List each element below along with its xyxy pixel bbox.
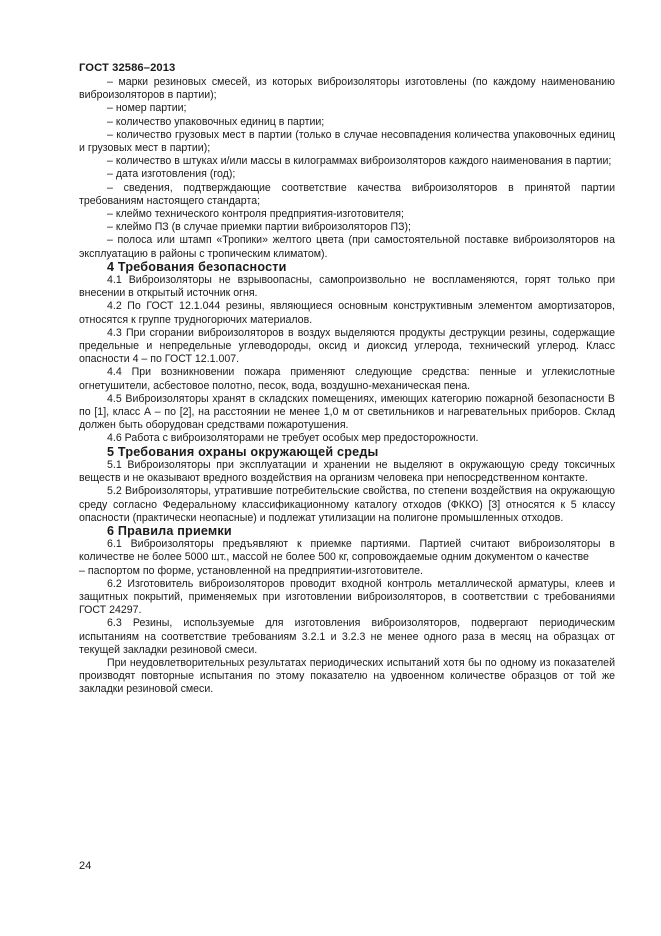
- section-5-body: [79, 459, 615, 525]
- paragraph: 6.3 Резины, используемые для изготовления виброизоляторов, подвергают периодическим испытаниям на соответствие требованиям 3.2.1 и 3.2.3 не менее одного раза в месяц на образцах от текущей закладки резиновой смеси.: [79, 617, 615, 656]
- paragraph: 4.2 По ГОСТ 12.1.044 резины, являющиеся основным конструктивным элементом амортизаторов, относятся к группе трудногорючих материалов.: [79, 300, 615, 326]
- list-item: – клеймо технического контроля предприятия-изготовителя;: [107, 208, 404, 221]
- page-number: 24: [79, 860, 92, 872]
- list-item: – дата изготовления (год);: [107, 168, 236, 181]
- paragraph: 5.1 Виброизоляторы при эксплуатации и хранении не выделяют в окружающую среду токсичных веществ и не оказывают вредного воздействия на организм человека при непосредственном контакте.: [79, 458, 615, 485]
- paragraph: 6.1 Виброизоляторы предъявляют к приемке партиями. Партией считают виброизоляторы в количестве не более 5000 шт., массой не более 500 кг, сопровождаемые одним документом о качестве: [79, 538, 615, 564]
- list-item: – полоса или штамп «Тропики» желтого цвета (при самостоятельной поставке виброизоляторов на эксплуатацию в районы с тропическим климатом).: [79, 234, 615, 260]
- standard-header: ГОСТ 32586–2013: [79, 62, 176, 74]
- paragraph: 4.3 При сгорании виброизоляторов в воздух выделяются продукты деструкции резины, содержащие предельные и непредельные углеводороды, оксид и диоксид углерода, технический углерод. Класс опасности 4 – по ГОСТ 12.1.007.: [79, 326, 615, 366]
- list-item: – марки резиновых смесей, из которых виброизоляторы изготовлены (по каждому наименованию виброизоляторов в партии);: [79, 76, 615, 102]
- section-4-body: [79, 274, 615, 446]
- list-item: – количество грузовых мест в партии (только в случае несовпадения количества упаковочных единиц и грузовых мест в партии);: [79, 128, 615, 155]
- list-item: – клеймо ПЗ (в случае приемки партии виброизоляторов ПЗ);: [107, 221, 412, 234]
- paragraph: При неудовлетворительных результатах периодических испытаний хотя бы по одному из показателей производят повторные испытания по этому показателю на удвоенном количестве образцов от той же закладки резиновой смеси.: [79, 656, 615, 696]
- page-content: [79, 76, 615, 697]
- paragraph: 6.2 Изготовитель виброизоляторов проводит входной контроль металлической арматуры, клеев и защитных покрытий, применяемых при изготовлении виброизоляторов, в соответствии с требованиями ГОСТ 24297.: [79, 577, 615, 617]
- paragraph: 4.4 При возникновении пожара применяют следующие средства: пенные и углекислотные огнетушители, асбестовое полотно, песок, вода, воздушно-механическая пена.: [79, 366, 615, 392]
- section-5-heading: 5 Требования охраны окружающей среды: [107, 444, 379, 459]
- section-4-heading: 4 Требования безопасности: [107, 259, 287, 274]
- section-6-body: [79, 538, 615, 696]
- paragraph: 5.2 Виброизоляторы, утратившие потребительские свойства, по степени воздействия на окружающую среду согласно Федеральному классификационному каталогу отходов (ФККО) [3] относятся к 5 классу опасности (практически неопасные) и подлежат утилизации на полигоне промышленных отходов.: [79, 485, 615, 524]
- paragraph: 4.1 Виброизоляторы не взрывоопасны, самопроизвольно не воспламеняются, горят только при внесении в открытый источник огня.: [79, 274, 615, 300]
- list-item: – количество в штуках и/или массы в килограммах виброизоляторов каждого наименования в партии;: [107, 155, 612, 168]
- list-item: – количество упаковочных единиц в партии;: [107, 115, 325, 128]
- section-6-heading: 6 Правила приемки: [107, 523, 232, 538]
- paragraph: – паспортом по форме, установленной на предприятии-изготовителе.: [79, 564, 423, 577]
- marking-list: [79, 76, 615, 261]
- list-item: – номер партии;: [107, 102, 187, 115]
- list-item: – сведения, подтверждающие соответствие качества виброизоляторов в принятой партии требованиям настоящего стандарта;: [79, 181, 615, 207]
- paragraph: 4.6 Работа с виброизоляторами не требует особых мер предосторожности.: [107, 432, 479, 445]
- paragraph: 4.5 Виброизоляторы хранят в складских помещениях, имеющих категорию пожарной безопасности В по [1], класс А – по [2], на расстоянии не менее 1,0 м от светильников и нагревательных приборов. Склад должен быть оборудован средствами пожаротушения.: [79, 392, 615, 432]
